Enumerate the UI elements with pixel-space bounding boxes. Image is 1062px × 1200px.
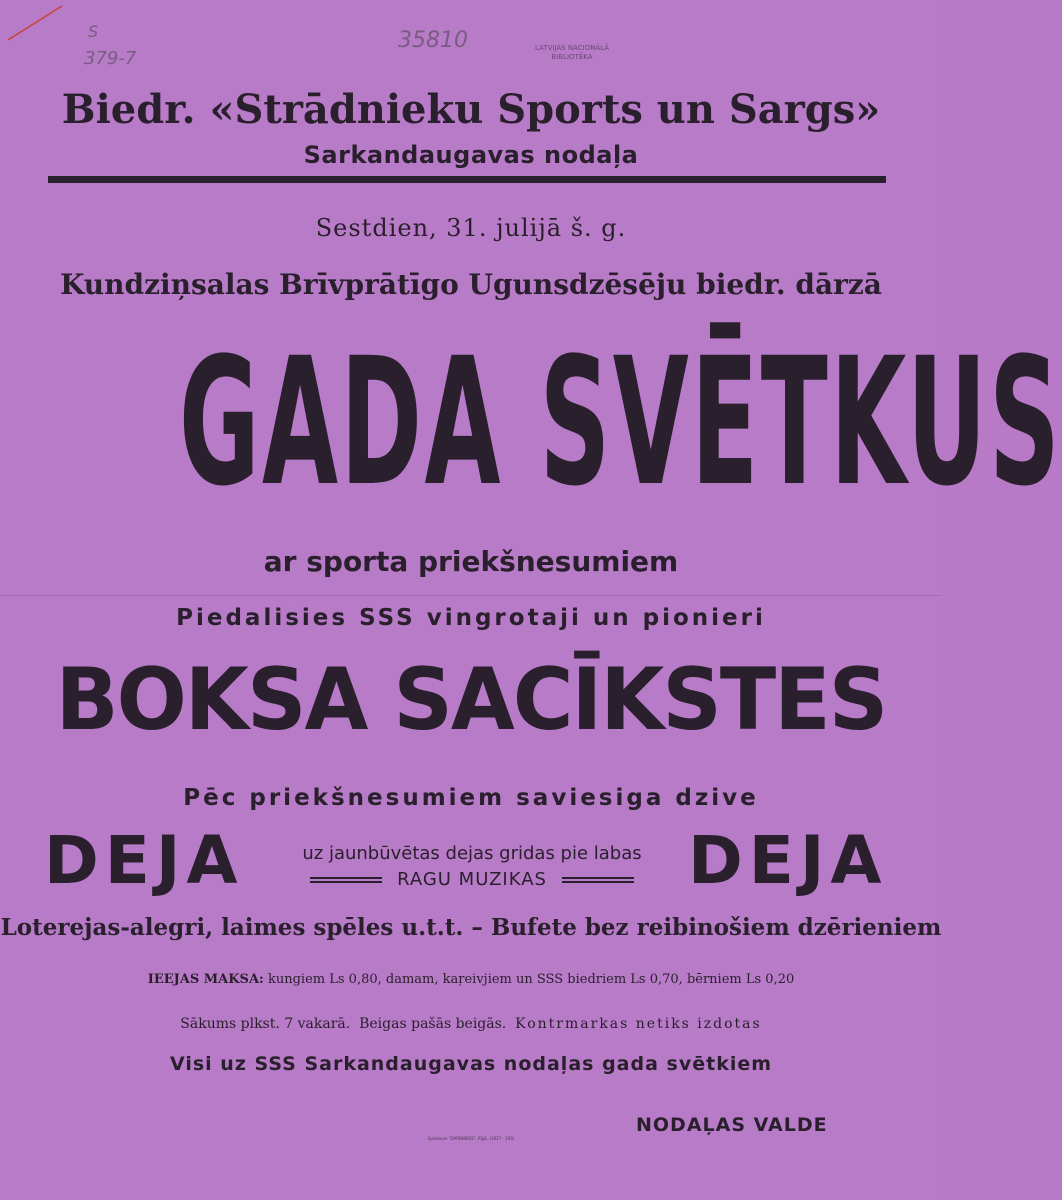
prices-line [0, 970, 942, 990]
event-venue: Kundziņsalas Brīvprātīgo Ugunsdzēsēju biedr. dārzā [60, 268, 882, 301]
prices-label: IEEJAS MAKSA: [147, 972, 264, 987]
lottery-line: Loterejas-alegri, laimes spēles u.t.t. – Bufete bez reibinošiem dzērieniem [0, 914, 942, 941]
prices-text: kungiem Ls 0,80, damam, kaŗeivjiem un SSS biedriem Ls 0,70, bērniem Ls 0,20 [267, 972, 795, 987]
end-time: Beigas pašās beigās. [359, 1016, 507, 1032]
after-program: Pēc priekšnesumiem saviesiga dzive [183, 785, 759, 811]
library-stamp [535, 44, 609, 62]
event-date: Sestdien, 31. julijā š. g. [315, 214, 627, 242]
stamp-line: LATVIJAS NACIONĀLĀ [535, 44, 609, 52]
red-pencil-mark [0, 0, 70, 50]
subheadline: ar sporta priekšnesumiem [263, 545, 679, 578]
schedule-line [0, 1013, 942, 1035]
counter-mark-note: Kontrmarkas netiks izdotas [515, 1016, 762, 1032]
dance-floor-line: uz jaunbūvētas dejas gridas pie labas [302, 843, 642, 864]
start-time: Sākums plkst. 7 vakarā. [180, 1016, 351, 1032]
music-line [262, 868, 682, 892]
music-label: RAGU MUZIKAS [397, 869, 547, 890]
fold-line [0, 595, 942, 596]
participants: Piedalisies SSS vingrotaji un pionieri [176, 605, 766, 631]
boxing-headline: BOKSA SACĪKSTES [55, 650, 887, 750]
signature: NODAĻAS VALDE [636, 1114, 828, 1136]
handwritten-code: 379-7 [84, 48, 137, 69]
call-to-attend: Visi uz SSS Sarkandaugavas nodaļas gada svētkiem [169, 1053, 773, 1075]
dance-left: DEJA [44, 822, 244, 899]
double-rule-right [562, 877, 634, 883]
handwritten-mark: S [88, 22, 99, 41]
dance-right: DEJA [688, 822, 888, 899]
handwritten-number: 35810 [398, 28, 468, 53]
headline: GADA SVĒTKUS [178, 320, 1062, 525]
printer-imprint: Spiestuve "DARBNIEKS", Rīgā. (1937 - 193) [427, 1136, 515, 1141]
branch-subtitle: Sarkandaugavas nodaļa [303, 141, 639, 169]
stamp-line: BIBLIOTĒKA [551, 53, 593, 61]
society-title: Biedr. «Strādnieku Sports un Sargs» [61, 86, 881, 133]
header-rule [48, 176, 886, 183]
double-rule-left [310, 877, 382, 883]
